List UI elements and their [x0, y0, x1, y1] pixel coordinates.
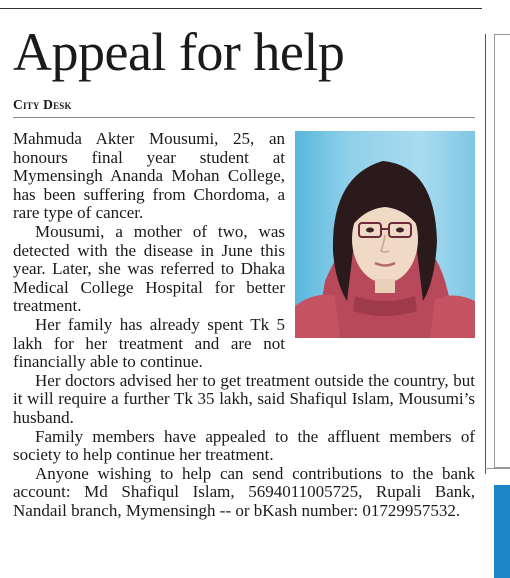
portrait-photo	[295, 131, 475, 338]
adjacent-blue-panel	[494, 485, 510, 578]
adjacent-column	[485, 0, 510, 578]
top-rule	[0, 8, 482, 9]
paragraph-1: Mahmuda Akter Mousumi, 25, an honours final year student at Mymensingh Ananda Mohan College, has been suffering from Chordoma, a rare type of cancer.	[13, 129, 285, 223]
adjacent-box-rule	[485, 468, 510, 469]
byline: City Desk	[13, 97, 475, 118]
portrait-figure	[295, 131, 475, 338]
article-body	[13, 130, 475, 520]
headline: Appeal for help	[13, 22, 345, 82]
column-divider	[485, 34, 486, 474]
paragraph-2: Mousumi, a mother of two, was detected with the disease in June this year. Later, she was referred to Dhaka Medical College Hospital for better treatment.	[13, 221, 285, 316]
paragraph-3: Her family has already spent Tk 5 lakh for her treatment and are not financially able to continue.	[13, 314, 285, 372]
paragraph-4: Her doctors advised her to get treatment outside the country, but it will require a further Tk 35 lakh, said Shafiqul Islam, Mousumi’s husband.	[13, 370, 475, 427]
article	[13, 22, 475, 520]
adjacent-box	[494, 34, 510, 468]
paragraph-6: Anyone wishing to help can send contributions to the bank account: Md Shafiqul Islam, 5694011005725, Rupali Bank, Nandail branch, Mymensingh -- or bKash number: 01729957532.	[13, 463, 475, 520]
paragraph-5: Family members have appealed to the affluent members of society to help continue her treatment.	[13, 426, 475, 465]
